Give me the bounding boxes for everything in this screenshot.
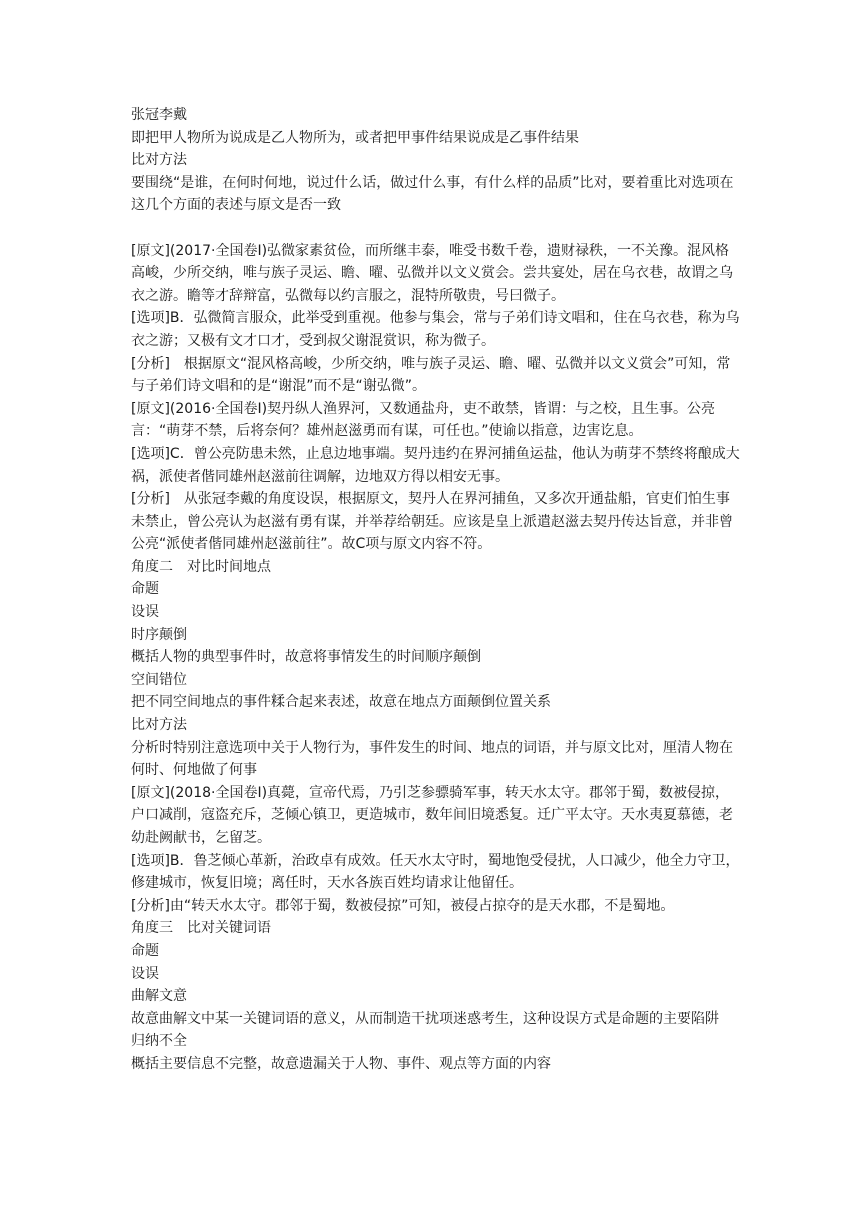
time-reversal-text: 概括人物的典型事件时，故意将事情发生的时间顺序颠倒 — [131, 649, 481, 666]
analysis-text-2017: [分析] 根据原文“混风格高峻，少所交纳，唯与族子灵运、瞻、曜、弘微并以文义赏会”可知，常与子弟们诗文唱和的是“谢混”而不是“谢弘微”。 — [131, 355, 731, 395]
label-error-design: 设误 — [131, 604, 159, 621]
option-text-2018: [选项]B．鲁芝倾心革新，治政卓有成效。任天水太守时，蜀地饱受侵扰，人口减少，他全力守卫，修建城市，恢复旧境；离任时，天水各族百姓均请求让他留任。 — [131, 852, 740, 892]
label-time-reversal: 时序颠倒 — [131, 626, 187, 643]
label-misinterpret: 曲解文意 — [131, 988, 187, 1005]
source-text-2017: [原文](2017·全国卷Ⅰ)弘微家素贫俭，而所继丰泰，唯受书数千卷，遗财禄秩，一不关豫。混风格高峻，少所交纳，唯与族子灵运、瞻、曜、弘微并以文义赏会。尝共宴处，居在乌衣巷，故谓之乌衣之游。瞻等才辞辩富，弘微每以约言服之，混特所敬贵，号曰微子。 — [131, 242, 733, 304]
space-misplace-text: 把不同空间地点的事件糅合起来表述，故意在地点方面颠倒位置关系 — [131, 694, 551, 711]
misinterpret-text: 故意曲解文中某一关键词语的意义，从而制造干扰项迷惑考生，这种设误方式是命题的主要陷阱 — [131, 1010, 719, 1027]
label-proposition: 命题 — [131, 581, 159, 598]
blank-line — [131, 217, 741, 240]
source-text-2018: [原文](2018·全国卷Ⅰ)真薨，宣帝代焉，乃引芝参骠骑军事，转天水太守。郡邻于蜀，数被侵掠，户口减削，寇盗充斥，芝倾心镇卫，更造城市，数年间旧境悉复。迁广平太守。天水夷夏慕德，老幼赴阙献书，乞留芝。 — [131, 784, 733, 846]
analysis-text-2016: [分析] 从张冠李戴的角度设误，根据原文，契丹人在界河捕鱼，又多次开通盐船，官吏们怕生事未禁止，曾公亮认为赵滋有勇有谋，并举荐给朝廷。应该是皇上派遣赵滋去契丹传达旨意，并非曾公亮“派使者偕同雄州赵滋前往”。故C项与原文内容不符。 — [131, 491, 733, 553]
analysis-text-2018: [分析]由“转天水太守。郡邻于蜀，数被侵掠”可知，被侵占掠夺的是天水郡，不是蜀地。 — [131, 897, 675, 914]
heading-comparison-method: 比对方法 — [131, 152, 187, 169]
option-text-2017: [选项]B．弘微简言服众，此举受到重视。他参与集会，常与子弟们诗文唱和，住在乌衣巷，称为乌衣之游；又极有文才口才，受到叔父谢混赏识，称为微子。 — [131, 310, 740, 349]
label-proposition-2: 命题 — [131, 942, 159, 959]
label-incomplete-summary: 归纳不全 — [131, 1033, 187, 1050]
document-body — [131, 104, 741, 1076]
heading-angle-three: 角度三 比对关键词语 — [131, 920, 271, 937]
heading-zhangguanlidai: 张冠李戴 — [131, 107, 187, 123]
label-space-misplace: 空间错位 — [131, 671, 187, 688]
heading-comparison-method-2: 比对方法 — [131, 717, 187, 734]
incomplete-summary-text: 概括主要信息不完整，故意遗漏关于人物、事件、观点等方面的内容 — [131, 1055, 551, 1072]
source-text-2016: [原文](2016·全国卷Ⅰ)契丹纵人渔界河，又数通盐舟，吏不敢禁，皆谓：与之校，且生事。公亮言：“萌芽不禁，后将奈何？雄州赵滋勇而有谋，可任也。”使谕以指意，边害讫息。 — [131, 400, 716, 440]
method-text-2: 分析时特别注意选项中关于人物行为，事件发生的时间、地点的词语，并与原文比对，厘清人物在何时、何地做了何事 — [131, 739, 733, 779]
label-error-design-2: 设误 — [131, 965, 159, 982]
method-text: 要围绕“是谁，在何时何地，说过什么话，做过什么事，有什么样的品质”比对，要着重比对选项在这几个方面的表述与原文是否一致 — [131, 174, 734, 214]
definition-text: 即把甲人物所为说成是乙人物所为，或者把甲事件结果说成是乙事件结果 — [131, 129, 579, 146]
heading-angle-two: 角度二 对比时间地点 — [131, 558, 271, 575]
option-text-2016: [选项]C．曾公亮防患未然，止息边地事端。契丹违约在界河捕鱼运盐，他认为萌芽不禁终将酿成大祸，派使者偕同雄州赵滋前往调解，边地双方得以相安无事。 — [131, 445, 740, 485]
